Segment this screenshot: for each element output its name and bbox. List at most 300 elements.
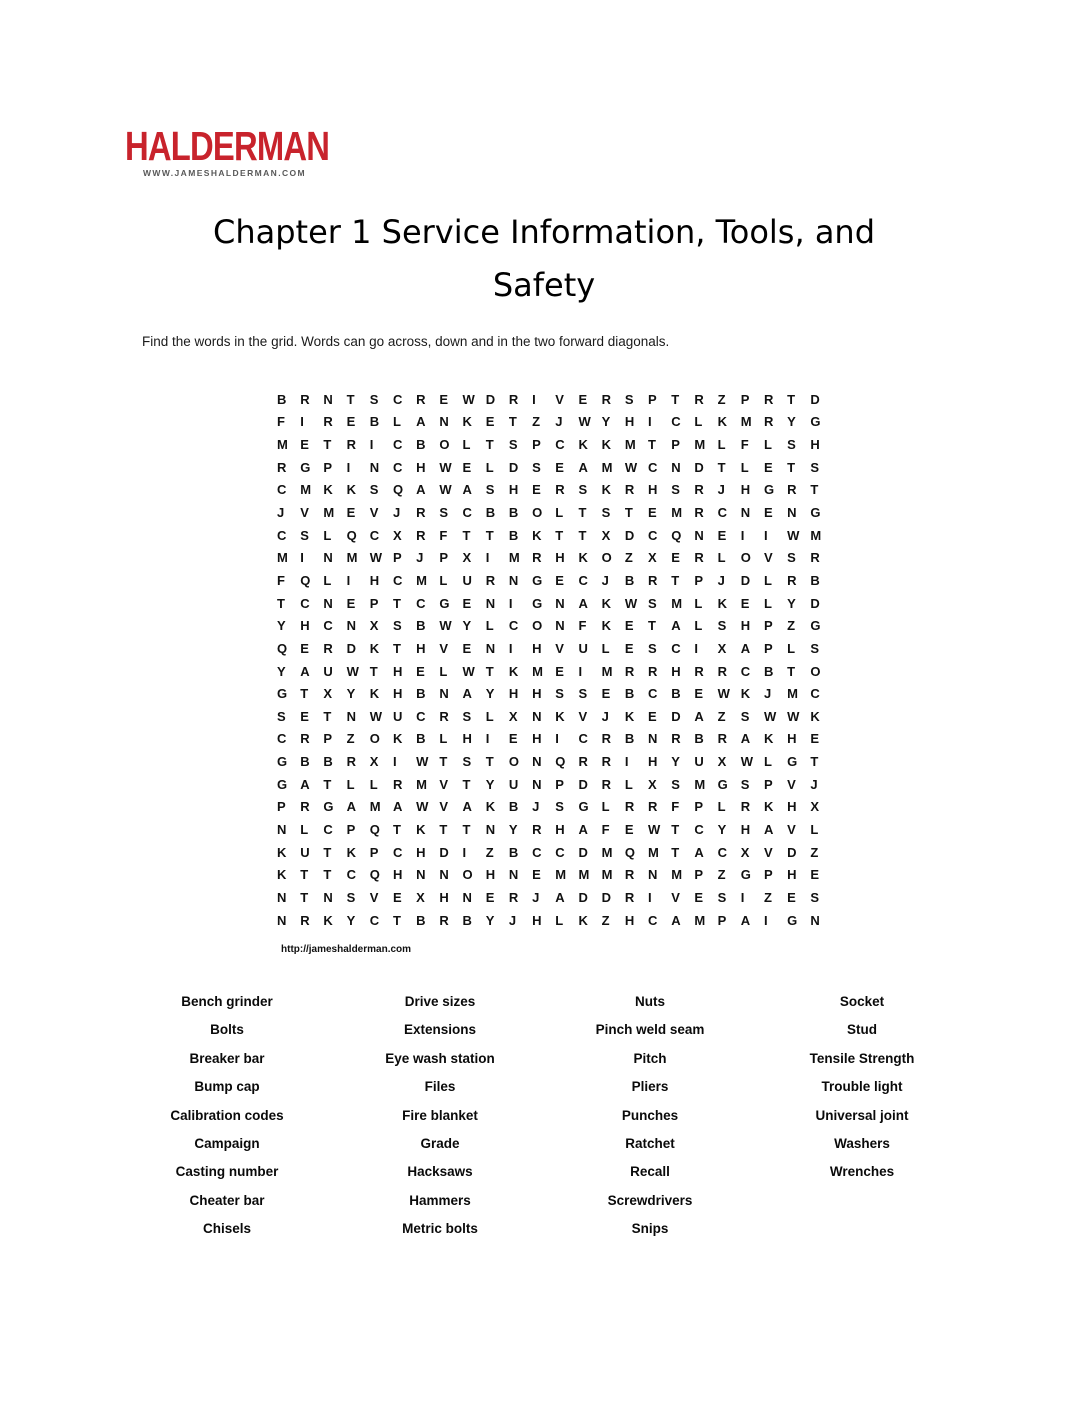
grid-cell: E (555, 459, 564, 475)
grid-cell: P (346, 821, 356, 837)
grid-cell: Z (763, 889, 772, 905)
grid-cell: T (648, 618, 656, 634)
grid-cell: P (763, 618, 773, 634)
grid-cell: K (601, 618, 612, 634)
grid-cell: A (671, 912, 681, 928)
grid-cell: V (369, 505, 379, 521)
grid-cell: T (300, 867, 309, 883)
grid-cell: K (346, 482, 356, 498)
grid-cell: P (671, 437, 680, 453)
grid-cell: I (624, 754, 629, 770)
grid-cell: J (717, 572, 725, 588)
grid-cell: X (369, 754, 379, 770)
grid-cell: L (439, 572, 448, 588)
grid-cell: P (323, 459, 333, 475)
grid-cell: K (763, 731, 774, 747)
grid-cell: W (578, 414, 591, 430)
grid-cell: L (717, 799, 726, 815)
grid-cell: G (810, 414, 821, 430)
grid-cell: T (323, 708, 332, 724)
grid-cell: I (694, 640, 698, 656)
grid-cell: A (346, 799, 356, 815)
word-list-item: Pitch (633, 1050, 667, 1066)
grid-cell: R (624, 482, 635, 498)
grid-cell: W (787, 708, 800, 724)
grid-cell: P (532, 437, 541, 453)
grid-cell: T (671, 844, 680, 860)
grid-cell: S (439, 505, 448, 521)
grid-cell: M (508, 550, 520, 566)
grid-cell: X (462, 550, 472, 566)
word-list-item: Universal joint (815, 1107, 909, 1123)
grid-cell: C (277, 731, 287, 747)
grid-cell: B (508, 527, 519, 543)
word-list-item: Drive sizes (404, 994, 476, 1009)
grid-cell: L (694, 595, 703, 611)
grid-cell: C (532, 844, 542, 860)
grid-cell: H (369, 572, 380, 588)
grid-cell: I (346, 572, 351, 588)
grid-cell: H (416, 459, 426, 475)
grid-cell: Z (787, 618, 796, 634)
grid-cell: C (717, 505, 727, 521)
grid-cell: R (416, 505, 426, 521)
grid-cell: S (508, 437, 518, 453)
grid-cell: H (532, 731, 542, 747)
grid-cell: I (462, 844, 467, 860)
grid-cell: V (578, 708, 588, 724)
grid-cell: C (508, 618, 519, 634)
grid-cell: O (740, 550, 751, 566)
grid-cell: S (648, 640, 657, 656)
grid-cell: T (555, 527, 564, 543)
grid-cell: K (810, 708, 820, 724)
grid-cell: H (648, 754, 658, 770)
grid-cell: V (300, 505, 309, 521)
grid-cell: P (648, 391, 657, 407)
grid-cell: P (392, 550, 402, 566)
grid-cell: M (578, 867, 590, 883)
grid-cell: P (694, 799, 704, 815)
grid-cell: T (810, 754, 819, 770)
grid-cell: L (717, 550, 726, 566)
grid-cell: S (810, 889, 819, 905)
grid-cell: M (601, 844, 613, 860)
grid-cell: C (648, 527, 658, 543)
grid-cell: O (439, 437, 450, 453)
grid-cell: E (532, 867, 541, 883)
grid-cell: N (485, 595, 496, 611)
grid-cell: H (439, 889, 449, 905)
grid-cell: H (740, 482, 751, 498)
word-list-item: Eye wash station (385, 1050, 495, 1066)
grid-cell: N (787, 505, 797, 521)
grid-cell: F (601, 821, 610, 837)
grid-cell: P (717, 912, 727, 928)
grid-cell: R (439, 912, 449, 928)
grid-cell: G (277, 776, 288, 792)
grid-cell: F (740, 437, 749, 453)
grid-cell: G (532, 572, 543, 588)
grid-cell: A (416, 414, 426, 430)
grid-cell: Y (671, 754, 680, 770)
word-search-grid (277, 388, 834, 931)
grid-cell: S (300, 527, 309, 543)
grid-cell: Y (601, 414, 611, 430)
grid-cell: C (392, 437, 403, 453)
grid-cell: R (648, 799, 658, 815)
grid-cell: Q (277, 640, 288, 656)
grid-cell: R (300, 731, 310, 747)
grid-cell: E (694, 889, 704, 905)
grid-cell: L (346, 776, 355, 792)
grid-cell: B (485, 505, 496, 521)
grid-cell: B (763, 663, 774, 679)
grid-cell: R (346, 437, 356, 453)
grid-cell: N (323, 550, 333, 566)
grid-cell: C (740, 663, 751, 679)
grid-cell: R (648, 572, 658, 588)
grid-cell: Y (508, 821, 518, 837)
grid-cell: S (485, 482, 495, 498)
grid-cell: L (439, 663, 448, 679)
word-list-item: Hacksaws (407, 1164, 473, 1180)
grid-cell: M (601, 663, 613, 679)
grid-cell: H (624, 414, 635, 430)
grid-cell: E (485, 889, 495, 905)
grid-cell: M (694, 776, 706, 792)
grid-cell: H (416, 640, 426, 656)
grid-cell: H (532, 686, 542, 702)
grid-cell: E (346, 505, 356, 521)
grid-cell: L (694, 618, 703, 634)
grid-cell: X (369, 618, 379, 634)
grid-cell: B (416, 686, 426, 702)
grid-cell: T (485, 663, 494, 679)
grid-cell: O (532, 618, 543, 634)
grid-cell: I (648, 414, 652, 430)
grid-cell: G (277, 754, 288, 770)
grid-cell: E (300, 437, 309, 453)
grid-cell: P (740, 391, 750, 407)
grid-cell: E (810, 731, 819, 747)
word-list-item: Pinch weld seam (595, 1022, 705, 1038)
grid-cell: L (462, 437, 471, 453)
grid-cell: K (323, 912, 333, 928)
grid-cell: M (648, 844, 659, 860)
grid-cell: B (508, 799, 519, 815)
grid-cell: C (392, 459, 403, 475)
grid-cell: I (763, 912, 768, 928)
grid-cell: V (671, 889, 680, 905)
grid-cell: N (532, 776, 542, 792)
grid-cell: T (462, 527, 471, 543)
grid-cell: L (810, 821, 819, 837)
grid-cell: E (787, 889, 796, 905)
grid-cell: S (717, 889, 727, 905)
grid-cell: C (648, 459, 658, 475)
grid-cell: C (671, 414, 681, 430)
grid-cell: R (485, 572, 496, 588)
grid-cell: M (277, 437, 288, 453)
grid-cell: E (532, 482, 541, 498)
grid-cell: L (323, 572, 332, 588)
grid-cell: S (346, 889, 356, 905)
grid-cell: P (369, 844, 379, 860)
grid-cell: H (508, 686, 519, 702)
grid-cell: I (369, 437, 374, 453)
grid-cell: T (671, 572, 680, 588)
grid-cell: B (462, 912, 472, 928)
grid-cell: A (462, 799, 472, 815)
grid-cell: C (323, 618, 333, 634)
grid-cell: D (439, 844, 449, 860)
grid-cell: S (787, 550, 796, 566)
logo-website-text: WWW.JAMESHALDERMAN.COM (142, 168, 306, 178)
grid-cell: N (485, 821, 496, 837)
grid-cell: R (601, 731, 612, 747)
grid-cell: N (555, 595, 565, 611)
grid-cell: S (810, 459, 819, 475)
grid-cell: S (648, 595, 657, 611)
grid-cell: E (462, 640, 472, 656)
grid-cell: N (439, 867, 449, 883)
grid-cell: E (740, 595, 750, 611)
grid-cell: W (462, 663, 475, 679)
grid-cell: L (323, 527, 332, 543)
grid-cell: H (300, 618, 310, 634)
grid-cell: F (578, 618, 587, 634)
grid-cell: G (532, 595, 543, 611)
grid-cell: T (485, 754, 494, 770)
grid-cell: Y (277, 663, 286, 679)
word-list-item: Punches (621, 1107, 679, 1123)
grid-cell: I (392, 754, 397, 770)
word-list-item: Extensions (403, 1022, 477, 1038)
grid-cell: R (694, 482, 704, 498)
grid-cell: I (485, 731, 490, 747)
grid-cell: W (624, 595, 638, 611)
grid-cell: B (624, 731, 635, 747)
grid-cell: B (624, 572, 635, 588)
grid-cell: H (555, 550, 565, 566)
grid-cell: K (555, 708, 565, 724)
grid-cell: H (787, 799, 797, 815)
grid-cell: N (462, 889, 472, 905)
grid-cell: C (392, 572, 403, 588)
grid-cell: X (392, 527, 402, 543)
grid-cell: U (694, 754, 704, 770)
grid-cell: U (323, 663, 333, 679)
grid-cell: S (369, 391, 379, 407)
grid-cell: P (694, 572, 704, 588)
word-list-item: Stud (847, 1022, 877, 1038)
word-list-column-3 (530, 988, 770, 1244)
grid-cell: D (508, 459, 519, 475)
grid-cell: T (787, 391, 796, 407)
grid-cell: T (787, 459, 796, 475)
grid-cell: J (532, 799, 540, 815)
grid-cell: E (416, 663, 425, 679)
grid-cell: R (648, 663, 658, 679)
grid-cell: X (323, 686, 333, 702)
grid-cell: H (624, 912, 635, 928)
grid-cell: N (648, 867, 658, 883)
grid-cell: R (624, 663, 635, 679)
grid-cell: C (555, 844, 565, 860)
grid-cell: R (300, 391, 310, 407)
grid-cell: L (392, 414, 401, 430)
grid-cell: V (369, 889, 379, 905)
grid-cell: M (555, 867, 567, 883)
word-list-item: Tensile Strength (809, 1050, 915, 1066)
grid-cell: R (508, 391, 519, 407)
grid-cell: T (392, 595, 401, 611)
word-list-item: Chisels (202, 1221, 252, 1237)
grid-cell: T (717, 459, 726, 475)
grid-cell: T (439, 754, 448, 770)
grid-cell: Z (532, 414, 541, 430)
grid-cell: E (462, 595, 472, 611)
grid-cell: M (416, 776, 427, 792)
grid-cell: R (624, 889, 635, 905)
word-list-column-2 (320, 988, 560, 1244)
grid-cell: N (671, 459, 681, 475)
grid-cell: R (624, 799, 635, 815)
grid-cell: N (810, 912, 820, 928)
grid-cell: L (624, 776, 633, 792)
grid-cell: L (369, 776, 378, 792)
grid-cell: R (694, 550, 704, 566)
grid-cell: D (787, 844, 797, 860)
grid-cell: H (462, 731, 472, 747)
grid-cell: J (277, 505, 285, 521)
grid-cell: U (462, 572, 472, 588)
grid-cell: I (300, 550, 304, 566)
grid-cell: S (392, 618, 402, 634)
grid-cell: W (462, 391, 475, 407)
grid-cell: R (323, 414, 333, 430)
grid-cell: J (601, 572, 609, 588)
grid-cell: F (277, 572, 285, 588)
word-list-item: Pliers (631, 1079, 669, 1095)
grid-cell: B (323, 754, 333, 770)
grid-cell: T (485, 527, 494, 543)
word-list-item: Snips (631, 1221, 669, 1237)
grid-cell: W (439, 618, 452, 634)
grid-cell: J (717, 482, 725, 498)
grid-cell: T (300, 686, 309, 702)
grid-cell: C (462, 505, 472, 521)
grid-cell: K (369, 640, 380, 656)
grid-cell: O (601, 550, 612, 566)
grid-cell: R (763, 391, 774, 407)
grid-cell: G (578, 799, 589, 815)
grid-cell: B (277, 391, 287, 407)
grid-cell: M (740, 414, 752, 430)
puzzle-instructions: Find the words in the grid. Words can go across, down and in the two forward diagonals. (142, 334, 670, 349)
grid-cell: Y (462, 618, 472, 634)
grid-cell: S (717, 618, 727, 634)
grid-cell: M (694, 912, 706, 928)
grid-cell: J (508, 912, 517, 928)
grid-cell: S (555, 686, 564, 702)
grid-cell: N (277, 889, 287, 905)
grid-cell: A (555, 889, 565, 905)
grid-cell: P (763, 776, 773, 792)
grid-cell: H (740, 618, 751, 634)
grid-cell: J (532, 889, 540, 905)
grid-cell: H (810, 437, 820, 453)
grid-cell: V (763, 844, 773, 860)
grid-cell: D (346, 640, 356, 656)
grid-cell: C (392, 391, 403, 407)
grid-cell: W (439, 459, 452, 475)
grid-cell: H (532, 912, 542, 928)
grid-cell: S (462, 708, 472, 724)
grid-cell: T (462, 776, 471, 792)
grid-cell: M (323, 505, 335, 521)
grid-cell: Q (392, 482, 404, 498)
grid-cell: V (787, 776, 796, 792)
grid-cell: R (694, 505, 704, 521)
grid-cell: R (717, 663, 727, 679)
grid-cell: G (787, 912, 798, 928)
grid-cell: R (300, 799, 310, 815)
grid-cell: C (578, 731, 588, 747)
grid-cell: E (392, 889, 402, 905)
grid-cell: R (787, 572, 797, 588)
grid-cell: V (439, 799, 448, 815)
grid-cell: L (439, 731, 448, 747)
grid-cell: O (462, 867, 473, 883)
grid-cell: N (532, 708, 542, 724)
grid-cell: A (578, 459, 588, 475)
grid-cell: V (763, 550, 773, 566)
grid-cell: H (787, 731, 797, 747)
grid-cell: Z (485, 844, 494, 860)
grid-cell: E (346, 414, 356, 430)
grid-cell: I (300, 414, 304, 430)
grid-cell: G (787, 754, 798, 770)
grid-cell: T (392, 640, 401, 656)
grid-cell: E (717, 527, 727, 543)
grid-cell: E (508, 731, 518, 747)
word-list-column-1 (107, 988, 347, 1244)
grid-cell: W (416, 754, 429, 770)
word-list-item: Casting number (175, 1164, 279, 1180)
grid-cell: M (277, 550, 288, 566)
word-list-item: Recall (630, 1164, 670, 1180)
grid-cell: W (346, 663, 359, 679)
grid-cell: K (601, 595, 612, 611)
grid-cell: E (439, 391, 448, 407)
grid-cell: Y (346, 912, 356, 928)
grid-cell: K (532, 527, 542, 543)
grid-cell: C (578, 572, 588, 588)
page-title (0, 206, 1088, 312)
grid-cell: V (439, 776, 448, 792)
grid-cell: B (369, 414, 380, 430)
grid-cell: T (578, 505, 587, 521)
grid-cell: A (671, 618, 681, 634)
grid-cell: I (578, 663, 583, 679)
grid-cell: D (810, 391, 820, 407)
grid-cell: G (439, 595, 450, 611)
grid-cell: L (485, 618, 494, 634)
grid-cell: Y (485, 686, 495, 702)
grid-cell: L (763, 572, 772, 588)
